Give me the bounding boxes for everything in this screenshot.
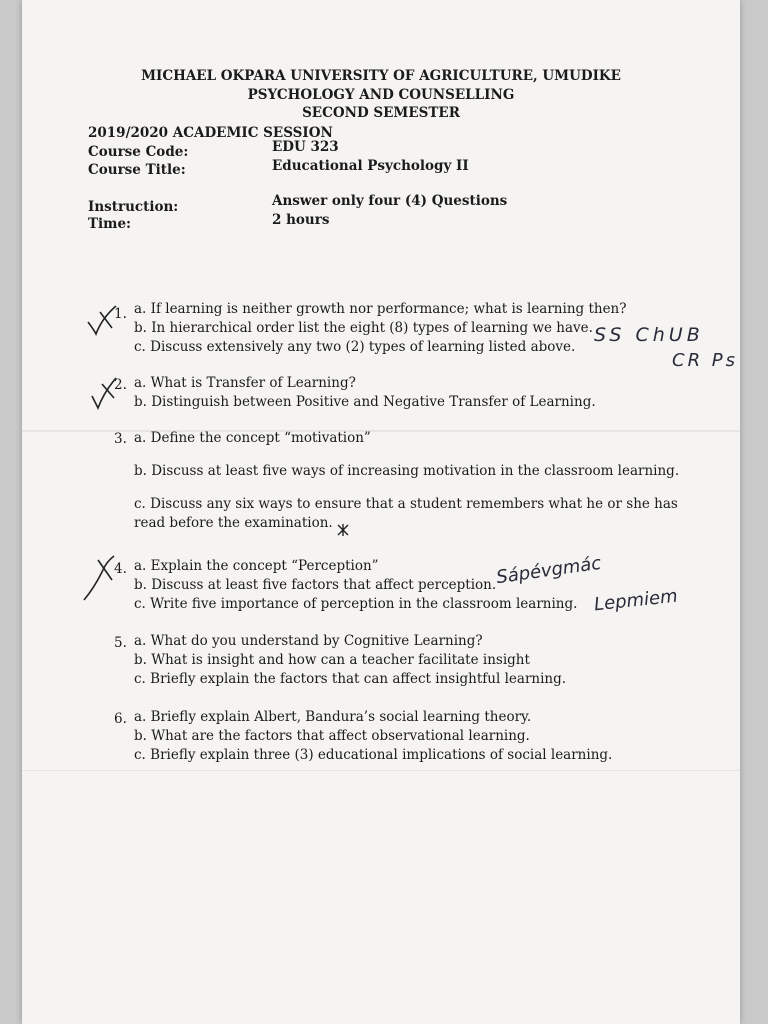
question-part: a. If learning is neither growth nor performance; what is learning then? [134, 301, 627, 317]
question-part: b. What is insight and how can a teacher facilitate insight [134, 652, 530, 668]
question-part: a. What do you understand by Cognitive Learning? [134, 633, 483, 649]
question-part: c. Briefly explain three (3) educational implications of social learning. [134, 747, 613, 763]
handwritten-tick-icon [84, 300, 120, 340]
question-part: b. Discuss at least five ways of increasing motivation in the classroom learning. [134, 463, 680, 479]
handwritten-note: Sápévgmác [495, 552, 603, 589]
course-code: EDU 323 [272, 139, 339, 155]
question-2 [134, 374, 596, 412]
question-part: a. Explain the concept “Perception” [134, 558, 379, 574]
question-number: 3. [114, 431, 127, 447]
question-5 [134, 632, 566, 689]
handwritten-tick-icon [80, 552, 120, 604]
academic-session: 2019/2020 ACADEMIC SESSION [88, 125, 333, 141]
question-number: 2. [114, 377, 127, 393]
question-number: 1. [114, 306, 127, 322]
time-label: Time: [88, 216, 132, 232]
question-part: c. Write five importance of perception in the classroom learning. [134, 596, 578, 612]
university-name: MICHAEL OKPARA UNIVERSITY OF AGRICULTURE, UMUDIKE [141, 68, 621, 84]
question-part: b. Discuss at least five factors that affect perception. [134, 577, 497, 593]
handwritten-note: CR Ps [672, 350, 739, 371]
question-part: c. Discuss any six ways to ensure that a student remembers what he or she has [134, 496, 678, 512]
exam-paper [22, 0, 740, 1024]
question-part: c. Discuss extensively any two (2) types of learning listed above. [134, 339, 576, 355]
course-title: Educational Psychology II [272, 158, 469, 174]
course-code-label: Course Code: [88, 144, 189, 160]
instruction-text: Answer only four (4) Questions [272, 193, 508, 209]
handwritten-note: Lepmiem [593, 585, 679, 616]
question-part: a. Briefly explain Albert, Bandura’s social learning theory. [134, 709, 532, 725]
question-part: read before the examination. [134, 515, 333, 531]
question-1 [134, 300, 627, 357]
handwritten-note: SS ChUB [594, 324, 704, 346]
question-number: 6. [114, 711, 127, 727]
question-6 [134, 708, 612, 765]
question-part: c. Briefly explain the factors that can affect insightful learning. [134, 671, 567, 687]
course-title-label: Course Title: [88, 162, 186, 178]
time-value: 2 hours [272, 212, 330, 228]
department-name: PSYCHOLOGY AND COUNSELLING [247, 87, 515, 103]
semester-label: SECOND SEMESTER [302, 105, 460, 121]
question-part: a. Define the concept “motivation” [134, 430, 371, 446]
question-part: b. Distinguish between Positive and Negative Transfer of Learning. [134, 394, 596, 410]
instruction-label: Instruction: [88, 199, 179, 215]
question-part: b. In hierarchical order list the eight (8) types of learning we have. [134, 320, 593, 336]
handwritten-tick-icon [88, 372, 120, 412]
question-number: 4. [114, 561, 127, 577]
paper-crease [22, 770, 740, 771]
question-part: a. What is Transfer of Learning? [134, 375, 356, 391]
asterisk-mark-icon [336, 523, 350, 537]
question-number: 5. [114, 635, 127, 651]
question-3 [134, 429, 679, 533]
question-part: b. What are the factors that affect observational learning. [134, 728, 530, 744]
